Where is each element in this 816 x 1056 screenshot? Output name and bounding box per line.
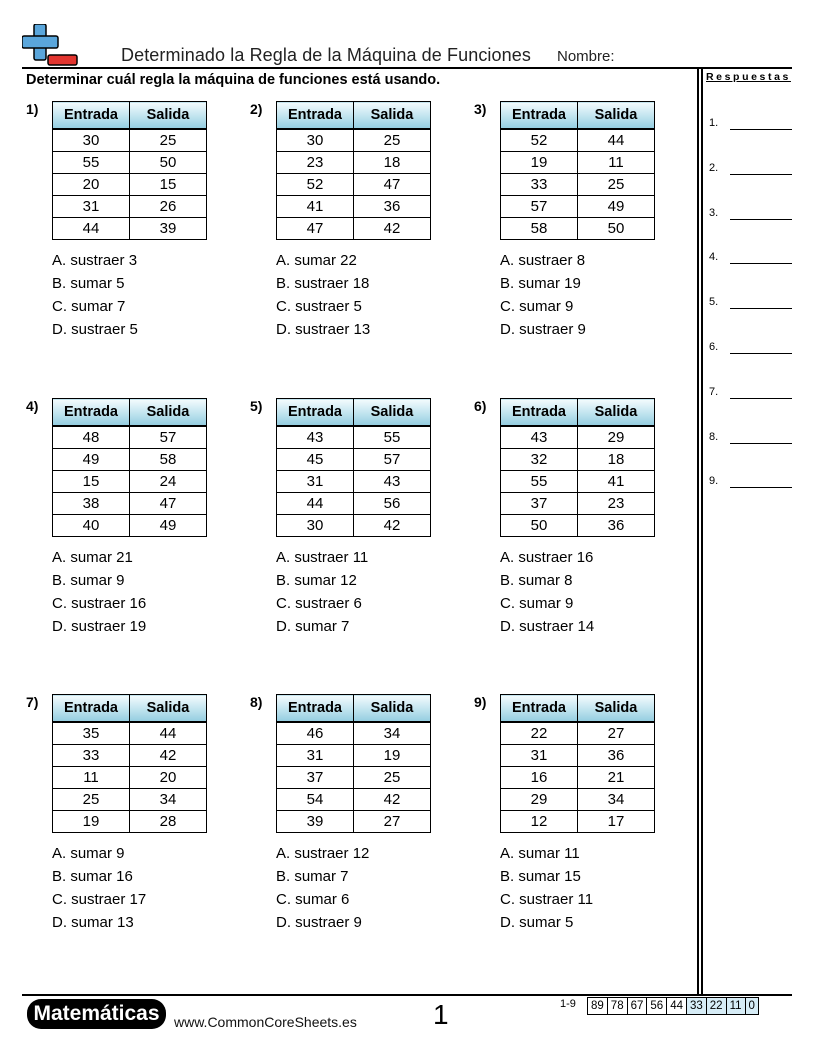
answer-number: 4. bbox=[709, 251, 719, 264]
input-cell: 48 bbox=[53, 426, 130, 449]
table-row bbox=[277, 515, 431, 537]
score-cell: 33 bbox=[686, 997, 707, 1015]
choice-list bbox=[500, 249, 586, 341]
output-header: Salida bbox=[354, 695, 431, 723]
choice-option: B. sumar 5 bbox=[52, 275, 125, 292]
output-cell: 49 bbox=[130, 515, 207, 537]
choice-option: B. sumar 9 bbox=[52, 572, 125, 589]
table-header-row bbox=[277, 102, 431, 130]
choice-option: D. sustraer 5 bbox=[52, 321, 138, 338]
output-cell: 36 bbox=[578, 745, 655, 767]
output-cell: 56 bbox=[354, 493, 431, 515]
choice-option: D. sustraer 9 bbox=[500, 321, 586, 338]
instructions: Determinar cuál regla la máquina de funciones está usando. bbox=[26, 72, 441, 88]
output-cell: 18 bbox=[354, 152, 431, 174]
input-cell: 31 bbox=[277, 471, 354, 493]
output-cell: 19 bbox=[354, 745, 431, 767]
table-header-row bbox=[501, 695, 655, 723]
choice-option: D. sustraer 9 bbox=[276, 914, 362, 931]
choice-option: A. sumar 11 bbox=[500, 845, 580, 862]
answer-number: 6. bbox=[709, 341, 719, 353]
table-row bbox=[53, 515, 207, 537]
answer-blank[interactable] bbox=[730, 174, 792, 175]
input-cell: 31 bbox=[501, 745, 578, 767]
choice-option: B. sumar 16 bbox=[52, 868, 133, 885]
score-table bbox=[588, 997, 759, 1015]
problem bbox=[474, 101, 694, 361]
problem-number: 3) bbox=[474, 101, 487, 117]
answer-number: 9. bbox=[709, 475, 719, 488]
input-cell: 44 bbox=[53, 218, 130, 240]
function-table bbox=[52, 398, 207, 537]
input-cell: 50 bbox=[501, 515, 578, 537]
input-cell: 52 bbox=[277, 174, 354, 196]
choice-option: D. sumar 13 bbox=[52, 914, 134, 931]
input-cell: 52 bbox=[501, 129, 578, 152]
answer-blank[interactable] bbox=[730, 263, 792, 264]
output-cell: 36 bbox=[578, 515, 655, 537]
output-cell: 43 bbox=[354, 471, 431, 493]
table-row bbox=[501, 722, 655, 745]
answer-slot[interactable] bbox=[709, 475, 793, 491]
output-cell: 25 bbox=[130, 129, 207, 152]
input-cell: 47 bbox=[277, 218, 354, 240]
choice-list bbox=[500, 546, 594, 638]
answer-blank[interactable] bbox=[730, 487, 792, 488]
answer-key-title: Respuestas bbox=[706, 71, 791, 83]
input-cell: 30 bbox=[53, 129, 130, 152]
table-row bbox=[501, 493, 655, 515]
table-row bbox=[277, 218, 431, 240]
output-cell: 25 bbox=[354, 129, 431, 152]
problem bbox=[474, 398, 694, 658]
input-cell: 33 bbox=[501, 174, 578, 196]
answer-slot[interactable] bbox=[709, 296, 793, 312]
table-row bbox=[53, 129, 207, 152]
table-header-row bbox=[53, 102, 207, 130]
choice-option: A. sumar 21 bbox=[52, 549, 133, 566]
table-row bbox=[53, 218, 207, 240]
table-header-row bbox=[501, 102, 655, 130]
choice-option: D. sumar 5 bbox=[500, 914, 574, 931]
table-row bbox=[53, 449, 207, 471]
answer-blank[interactable] bbox=[730, 308, 792, 309]
table-row bbox=[501, 426, 655, 449]
choice-option: A. sustraer 12 bbox=[276, 845, 370, 862]
problem-number: 4) bbox=[26, 398, 39, 414]
output-cell: 15 bbox=[130, 174, 207, 196]
table-row bbox=[277, 426, 431, 449]
output-cell: 34 bbox=[354, 722, 431, 745]
input-cell: 15 bbox=[53, 471, 130, 493]
input-header: Entrada bbox=[53, 399, 130, 427]
answer-slot[interactable] bbox=[709, 162, 793, 178]
table-row bbox=[501, 515, 655, 537]
choice-option: D. sumar 7 bbox=[276, 618, 350, 635]
choice-list bbox=[276, 842, 369, 934]
answer-slot[interactable] bbox=[709, 386, 793, 402]
input-header: Entrada bbox=[277, 399, 354, 427]
problem-number: 1) bbox=[26, 101, 39, 117]
footer-divider bbox=[22, 994, 792, 996]
input-cell: 11 bbox=[53, 767, 130, 789]
answer-slot[interactable] bbox=[709, 207, 793, 223]
table-row bbox=[53, 471, 207, 493]
answer-blank[interactable] bbox=[730, 353, 792, 354]
input-cell: 58 bbox=[501, 218, 578, 240]
output-cell: 25 bbox=[354, 767, 431, 789]
page-number: 1 bbox=[433, 999, 449, 1030]
input-cell: 46 bbox=[277, 722, 354, 745]
table-row bbox=[277, 493, 431, 515]
table-row bbox=[53, 811, 207, 833]
output-cell: 44 bbox=[130, 722, 207, 745]
function-table bbox=[276, 101, 431, 240]
input-cell: 38 bbox=[53, 493, 130, 515]
table-row bbox=[501, 745, 655, 767]
input-cell: 20 bbox=[53, 174, 130, 196]
answer-slot[interactable] bbox=[709, 341, 793, 357]
input-cell: 41 bbox=[277, 196, 354, 218]
output-header: Salida bbox=[354, 399, 431, 427]
input-header: Entrada bbox=[501, 399, 578, 427]
output-cell: 25 bbox=[578, 174, 655, 196]
problem-number: 2) bbox=[250, 101, 263, 117]
input-cell: 55 bbox=[53, 152, 130, 174]
score-cell: 0 bbox=[745, 997, 759, 1015]
answer-number: 1. bbox=[709, 117, 719, 129]
choice-list bbox=[276, 546, 368, 638]
page-title: Determinado la Regla de la Máquina de Funciones bbox=[121, 45, 531, 65]
input-cell: 44 bbox=[277, 493, 354, 515]
choice-list bbox=[500, 842, 593, 934]
answer-number: 3. bbox=[709, 206, 719, 219]
table-row bbox=[53, 722, 207, 745]
score-cell: 56 bbox=[646, 997, 667, 1015]
choice-option: C. sustraer 6 bbox=[276, 595, 362, 612]
choice-option: A. sustraer 8 bbox=[500, 252, 586, 269]
problem bbox=[250, 694, 470, 954]
table-row bbox=[53, 196, 207, 218]
table-row bbox=[53, 152, 207, 174]
choice-option: C. sumar 9 bbox=[500, 595, 574, 612]
output-cell: 39 bbox=[130, 218, 207, 240]
choice-option: C. sustraer 16 bbox=[52, 595, 147, 612]
output-cell: 18 bbox=[578, 449, 655, 471]
table-row bbox=[53, 767, 207, 789]
output-header: Salida bbox=[578, 695, 655, 723]
input-header: Entrada bbox=[53, 102, 130, 130]
name-label: Nombre: bbox=[557, 48, 615, 65]
answer-slot[interactable] bbox=[709, 431, 793, 447]
answer-number: 7. bbox=[709, 385, 719, 398]
output-header: Salida bbox=[354, 102, 431, 130]
output-cell: 49 bbox=[578, 196, 655, 218]
output-header: Salida bbox=[578, 399, 655, 427]
table-row bbox=[277, 471, 431, 493]
output-cell: 50 bbox=[130, 152, 207, 174]
choice-option: B. sumar 15 bbox=[500, 868, 581, 885]
output-cell: 23 bbox=[578, 493, 655, 515]
table-row bbox=[501, 811, 655, 833]
table-row bbox=[501, 196, 655, 218]
choice-option: D. sustraer 13 bbox=[276, 321, 371, 338]
answer-slot[interactable] bbox=[709, 117, 793, 133]
output-cell: 42 bbox=[130, 745, 207, 767]
problem bbox=[474, 694, 694, 954]
choice-option: B. sumar 19 bbox=[500, 275, 581, 292]
table-header-row bbox=[53, 695, 207, 723]
choice-list bbox=[52, 546, 146, 638]
problem bbox=[26, 101, 246, 361]
score-range-label: 1-9 bbox=[560, 998, 576, 1010]
score-cell: 22 bbox=[706, 997, 727, 1015]
table-row bbox=[501, 218, 655, 240]
input-cell: 45 bbox=[277, 449, 354, 471]
choice-list bbox=[52, 249, 138, 341]
choice-option: C. sumar 7 bbox=[52, 298, 126, 315]
output-cell: 55 bbox=[354, 426, 431, 449]
output-cell: 44 bbox=[578, 129, 655, 152]
problem bbox=[250, 101, 470, 361]
input-cell: 33 bbox=[53, 745, 130, 767]
function-table bbox=[276, 398, 431, 537]
answer-number: 2. bbox=[709, 161, 719, 174]
input-cell: 39 bbox=[277, 811, 354, 833]
input-cell: 37 bbox=[501, 493, 578, 515]
output-cell: 34 bbox=[130, 789, 207, 811]
answer-blank[interactable] bbox=[730, 398, 792, 399]
table-row bbox=[53, 493, 207, 515]
output-cell: 21 bbox=[578, 767, 655, 789]
table-row bbox=[277, 129, 431, 152]
table-row bbox=[53, 174, 207, 196]
score-cell: 44 bbox=[666, 997, 687, 1015]
input-cell: 25 bbox=[53, 789, 130, 811]
problem-number: 8) bbox=[250, 694, 263, 710]
function-table bbox=[52, 101, 207, 240]
input-header: Entrada bbox=[501, 102, 578, 130]
input-cell: 49 bbox=[53, 449, 130, 471]
output-cell: 42 bbox=[354, 515, 431, 537]
choice-option: A. sumar 9 bbox=[52, 845, 125, 862]
function-table bbox=[500, 398, 655, 537]
subject-badge: Matemáticas bbox=[27, 999, 166, 1029]
output-cell: 58 bbox=[130, 449, 207, 471]
table-row bbox=[53, 426, 207, 449]
output-header: Salida bbox=[130, 102, 207, 130]
table-row bbox=[501, 789, 655, 811]
choice-option: C. sumar 9 bbox=[500, 298, 574, 315]
table-row bbox=[501, 767, 655, 789]
input-cell: 32 bbox=[501, 449, 578, 471]
input-cell: 54 bbox=[277, 789, 354, 811]
output-cell: 47 bbox=[130, 493, 207, 515]
output-cell: 42 bbox=[354, 789, 431, 811]
answer-column-divider bbox=[697, 67, 699, 994]
table-row bbox=[277, 722, 431, 745]
input-cell: 57 bbox=[501, 196, 578, 218]
table-row bbox=[277, 449, 431, 471]
problem-number: 9) bbox=[474, 694, 487, 710]
website-url: www.CommonCoreSheets.es bbox=[174, 1014, 357, 1030]
choice-option: B. sumar 12 bbox=[276, 572, 357, 589]
choice-option: D. sustraer 14 bbox=[500, 618, 595, 635]
answer-number: 5. bbox=[709, 296, 719, 309]
table-row bbox=[501, 129, 655, 152]
score-cell: 67 bbox=[627, 997, 648, 1015]
table-row bbox=[501, 449, 655, 471]
output-cell: 27 bbox=[578, 722, 655, 745]
problem bbox=[26, 398, 246, 658]
input-cell: 55 bbox=[501, 471, 578, 493]
output-cell: 42 bbox=[354, 218, 431, 240]
problem-number: 6) bbox=[474, 398, 487, 414]
input-header: Entrada bbox=[277, 102, 354, 130]
table-row bbox=[501, 174, 655, 196]
score-cell: 78 bbox=[607, 997, 628, 1015]
input-cell: 31 bbox=[53, 196, 130, 218]
choice-option: C. sumar 6 bbox=[276, 891, 350, 908]
input-cell: 35 bbox=[53, 722, 130, 745]
output-header: Salida bbox=[130, 695, 207, 723]
choice-option: B. sumar 7 bbox=[276, 868, 349, 885]
problem-number: 5) bbox=[250, 398, 263, 414]
input-cell: 43 bbox=[501, 426, 578, 449]
plus-minus-logo-icon bbox=[22, 24, 78, 66]
output-header: Salida bbox=[130, 399, 207, 427]
input-cell: 22 bbox=[501, 722, 578, 745]
answer-slot[interactable] bbox=[709, 251, 793, 267]
output-cell: 11 bbox=[578, 152, 655, 174]
input-header: Entrada bbox=[277, 695, 354, 723]
output-cell: 24 bbox=[130, 471, 207, 493]
answer-blank[interactable] bbox=[730, 443, 792, 444]
output-cell: 36 bbox=[354, 196, 431, 218]
answer-blank[interactable] bbox=[730, 219, 792, 220]
table-row bbox=[277, 811, 431, 833]
input-cell: 29 bbox=[501, 789, 578, 811]
input-cell: 23 bbox=[277, 152, 354, 174]
output-header: Salida bbox=[578, 102, 655, 130]
input-cell: 30 bbox=[277, 515, 354, 537]
function-table bbox=[500, 101, 655, 240]
input-cell: 40 bbox=[53, 515, 130, 537]
output-cell: 20 bbox=[130, 767, 207, 789]
choice-option: A. sustraer 3 bbox=[52, 252, 138, 269]
score-cell: 89 bbox=[587, 997, 608, 1015]
table-row bbox=[277, 196, 431, 218]
table-row bbox=[277, 152, 431, 174]
input-cell: 30 bbox=[277, 129, 354, 152]
output-cell: 57 bbox=[130, 426, 207, 449]
table-row bbox=[53, 789, 207, 811]
input-cell: 31 bbox=[277, 745, 354, 767]
table-header-row bbox=[501, 399, 655, 427]
header-divider bbox=[22, 67, 792, 69]
input-cell: 19 bbox=[53, 811, 130, 833]
choice-option: C. sustraer 11 bbox=[500, 891, 594, 908]
table-header-row bbox=[277, 399, 431, 427]
table-header-row bbox=[277, 695, 431, 723]
choice-option: A. sumar 22 bbox=[276, 252, 357, 269]
table-row bbox=[501, 152, 655, 174]
table-row bbox=[501, 471, 655, 493]
input-cell: 19 bbox=[501, 152, 578, 174]
function-table bbox=[500, 694, 655, 833]
output-cell: 17 bbox=[578, 811, 655, 833]
input-cell: 43 bbox=[277, 426, 354, 449]
problem-number: 7) bbox=[26, 694, 39, 710]
score-cell: 11 bbox=[726, 997, 746, 1015]
function-table bbox=[276, 694, 431, 833]
output-cell: 29 bbox=[578, 426, 655, 449]
output-cell: 41 bbox=[578, 471, 655, 493]
problem bbox=[26, 694, 246, 954]
output-cell: 47 bbox=[354, 174, 431, 196]
table-row bbox=[277, 174, 431, 196]
output-cell: 28 bbox=[130, 811, 207, 833]
choice-list bbox=[276, 249, 370, 341]
answer-blank[interactable] bbox=[730, 129, 792, 130]
table-row bbox=[277, 745, 431, 767]
output-cell: 26 bbox=[130, 196, 207, 218]
choice-option: A. sustraer 16 bbox=[500, 549, 594, 566]
choice-option: B. sumar 8 bbox=[500, 572, 573, 589]
function-table bbox=[52, 694, 207, 833]
output-cell: 34 bbox=[578, 789, 655, 811]
problem bbox=[250, 398, 470, 658]
table-row bbox=[53, 745, 207, 767]
output-cell: 27 bbox=[354, 811, 431, 833]
choice-option: C. sustraer 17 bbox=[52, 891, 147, 908]
choice-option: A. sustraer 11 bbox=[276, 549, 369, 566]
answer-number: 8. bbox=[709, 430, 719, 443]
output-cell: 57 bbox=[354, 449, 431, 471]
choice-option: B. sustraer 18 bbox=[276, 275, 370, 292]
input-header: Entrada bbox=[501, 695, 578, 723]
table-row bbox=[277, 789, 431, 811]
table-row bbox=[277, 767, 431, 789]
input-cell: 37 bbox=[277, 767, 354, 789]
input-cell: 16 bbox=[501, 767, 578, 789]
choice-option: C. sustraer 5 bbox=[276, 298, 362, 315]
answer-column-divider bbox=[701, 67, 703, 994]
table-header-row bbox=[53, 399, 207, 427]
choice-option: D. sustraer 19 bbox=[52, 618, 147, 635]
output-cell: 50 bbox=[578, 218, 655, 240]
input-cell: 12 bbox=[501, 811, 578, 833]
choice-list bbox=[52, 842, 146, 934]
input-header: Entrada bbox=[53, 695, 130, 723]
